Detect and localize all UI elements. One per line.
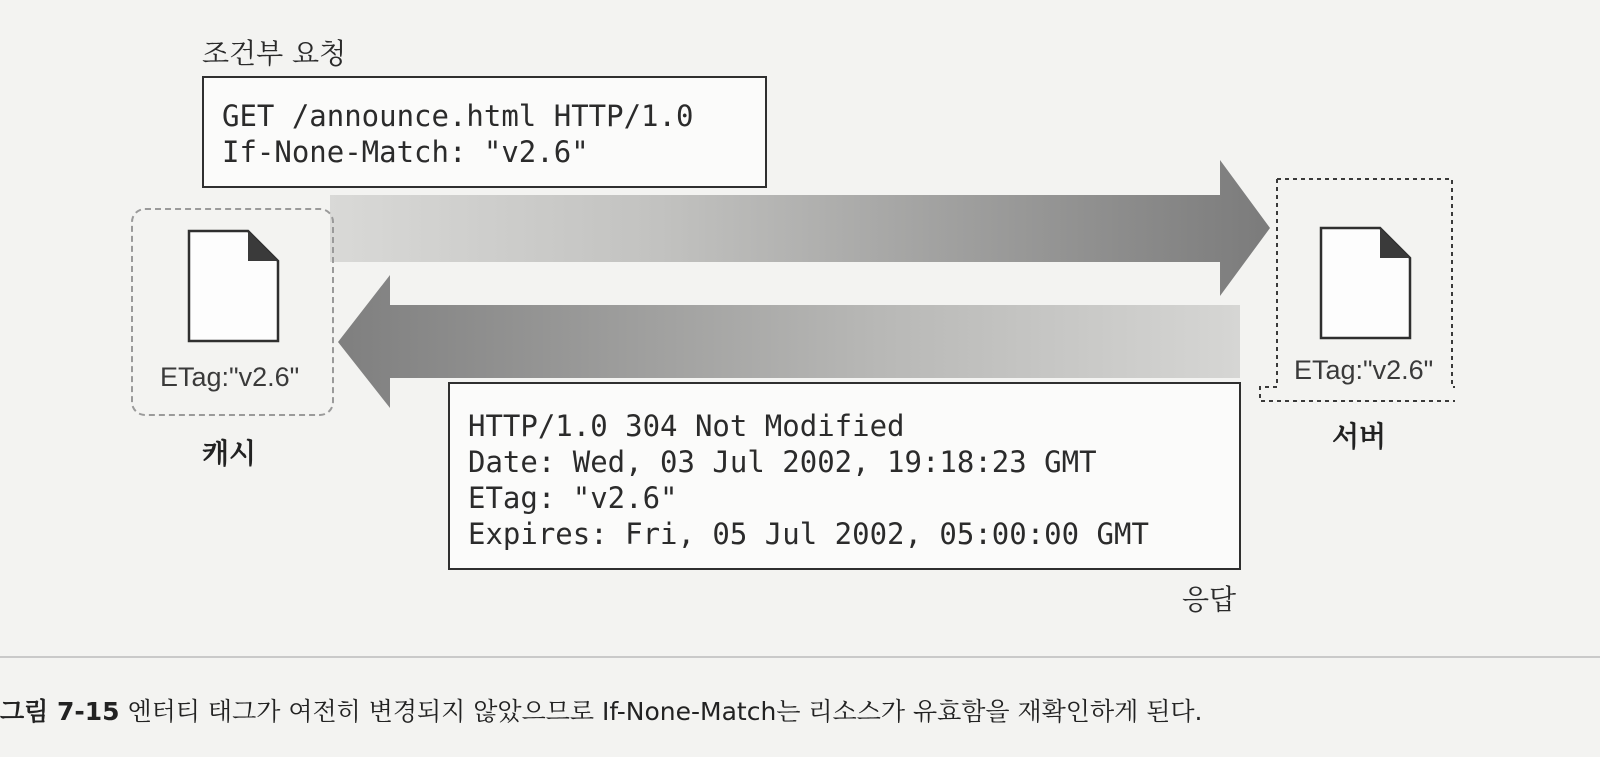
caption-divider — [0, 656, 1600, 658]
request-label: 조건부 요청 — [202, 37, 347, 70]
response-line-2: Date: Wed, 03 Jul 2002, 19:18:23 GMT — [468, 445, 1097, 479]
document-icon — [186, 228, 282, 344]
response-line-3: ETag: "v2.6" — [468, 481, 678, 515]
document-icon — [1318, 225, 1414, 341]
request-line-2: If-None-Match: "v2.6" — [222, 135, 589, 169]
response-line-4: Expires: Fri, 05 Jul 2002, 05:00:00 GMT — [468, 517, 1149, 551]
caption-text: 엔터티 태그가 여전히 변경되지 않았으므로 If-None-Match는 리소스가 유효함을 재확인하게 된다. — [127, 697, 1203, 726]
server-label: 서버 — [1332, 420, 1387, 453]
request-box — [202, 76, 767, 188]
request-line-1: GET /announce.html HTTP/1.0 — [222, 99, 694, 133]
figure-caption — [0, 692, 1202, 728]
response-label: 응답 — [1182, 583, 1237, 616]
caption-number: 그림 7-15 — [0, 697, 120, 726]
cache-label: 캐시 — [202, 437, 257, 470]
response-box — [448, 382, 1241, 570]
server-etag: ETag:"v2.6" — [1294, 355, 1434, 385]
cache-etag: ETag:"v2.6" — [160, 362, 300, 392]
response-line-1: HTTP/1.0 304 Not Modified — [468, 409, 905, 443]
